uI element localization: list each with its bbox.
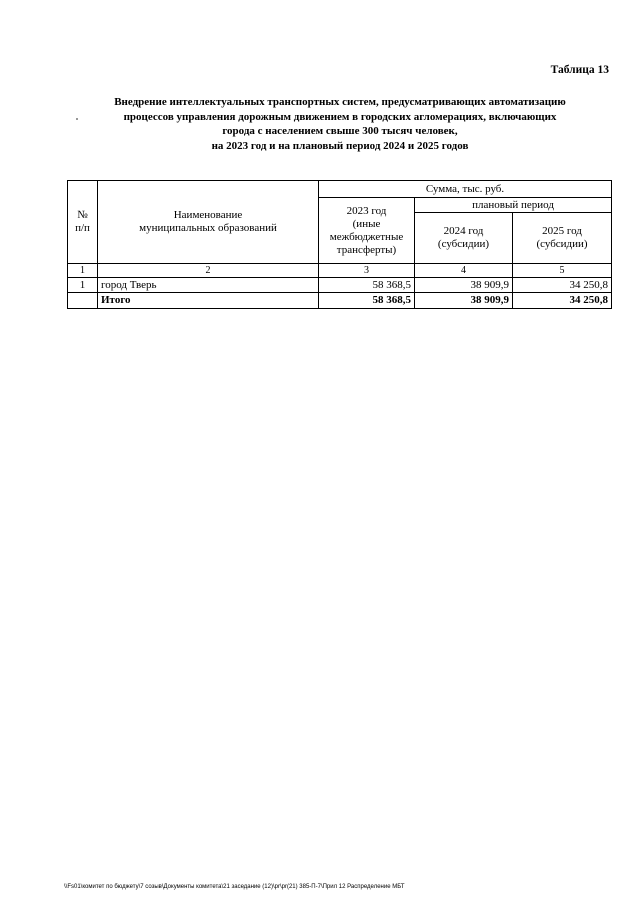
row-value-2023: 58 368,5: [319, 278, 415, 293]
header-year-2024: 2024 год (субсидии): [415, 213, 513, 264]
column-number-row: [68, 264, 612, 278]
header-year-2025: 2025 год (субсидии): [513, 213, 612, 264]
scan-speck: [76, 118, 78, 120]
row-name: город Тверь: [98, 278, 319, 293]
title-line-1: Внедрение интеллектуальных транспортных систем, предусматривающих автоматизацию: [114, 96, 566, 108]
title-line-2: процессов управления дорожным движением в городских агломерациях, включающих: [123, 110, 557, 123]
header-sum: Сумма, тыс. руб.: [319, 181, 612, 198]
total-label: Итого: [98, 293, 319, 309]
column-number-2: 2: [98, 264, 319, 278]
title-line-3: города с населением свыше 300 тысяч человек,: [222, 125, 458, 137]
column-number-3: 3: [319, 264, 415, 278]
document-title: [70, 95, 610, 153]
total-value-2025: 34 250,8: [513, 293, 612, 309]
header-number: № п/п: [68, 181, 98, 264]
footer-file-path: \\Fs01\комитет по бюджету\7 созыв\Документы комитета\21 заседание (12)\pr\pr(21) 385-П-7\Прил 12 Распределение МБТ: [64, 884, 405, 890]
total-value-2023: 58 368,5: [319, 293, 415, 309]
distribution-table: [67, 180, 612, 309]
total-number-cell: [68, 293, 98, 309]
column-number-5: 5: [513, 264, 612, 278]
total-value-2024: 38 909,9: [415, 293, 513, 309]
title-line-4: на 2023 год и на плановый период 2024 и 2025 годов: [211, 139, 469, 152]
total-row: [68, 293, 612, 309]
row-number: 1: [68, 278, 98, 293]
column-number-4: 4: [415, 264, 513, 278]
header-planned-period: плановый период: [415, 198, 612, 213]
table-number: Таблица 13: [550, 64, 609, 76]
header-year-2023: 2023 год (иные межбюджетные трансферты): [319, 198, 415, 264]
header-name: Наименование муниципальных образований: [98, 181, 319, 264]
row-value-2024: 38 909,9: [415, 278, 513, 293]
header-row-1: [68, 181, 612, 198]
column-number-1: 1: [68, 264, 98, 278]
table-row: [68, 278, 612, 293]
row-value-2025: 34 250,8: [513, 278, 612, 293]
